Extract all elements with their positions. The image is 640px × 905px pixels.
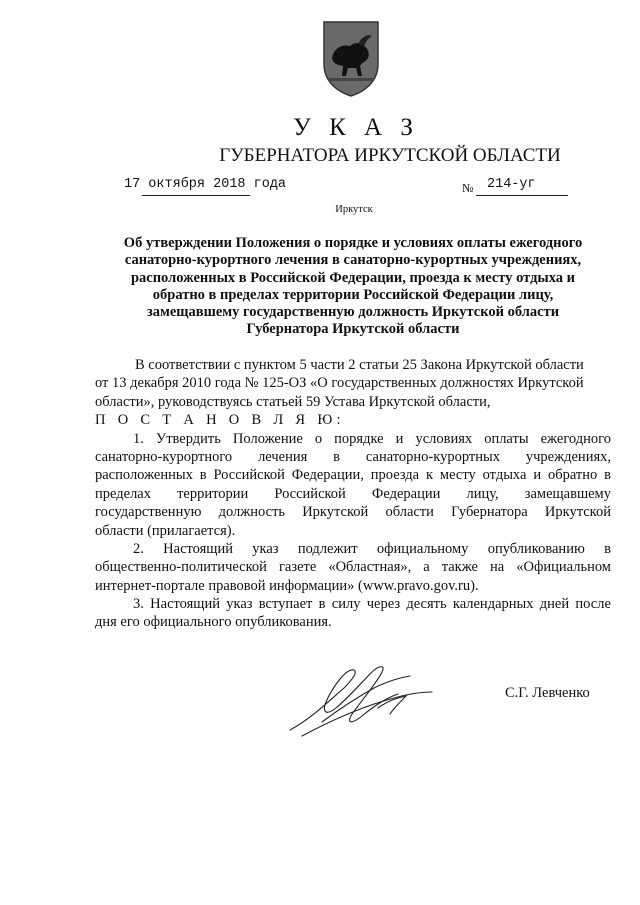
justified-line: [95, 448, 611, 466]
paragraph-1: [95, 430, 611, 540]
word: пределах: [95, 485, 151, 502]
heading-line: расположенных в Российской Федерации, проезда к месту отдыха и: [130, 269, 576, 286]
word: оплаты: [484, 430, 529, 447]
justified-line: [95, 540, 611, 558]
paragraph-2: [95, 540, 611, 595]
word: ежегодного: [540, 430, 611, 447]
intro-line: от 13 декабря 2010 года № 125-ОЗ «О государственных должностях Иркутской: [95, 375, 584, 392]
paragraph-last-line: интернет-портале правовой информации» (www.pravo.gov.ru).: [95, 577, 479, 594]
word: санаторно-курортных: [365, 448, 500, 465]
paragraph-3: [95, 595, 611, 632]
word: о: [314, 430, 323, 447]
document-type-title: У К А З: [293, 114, 419, 141]
word: территории: [177, 485, 249, 502]
decree-number: 214-уг: [487, 177, 536, 192]
word: газете: [278, 559, 317, 576]
date-underline: [142, 195, 250, 196]
decree-body: [95, 356, 611, 632]
city-label: Иркутск: [335, 204, 373, 215]
word: расположенных: [95, 467, 193, 484]
word: десять: [406, 596, 447, 613]
word: на: [490, 559, 505, 576]
word: проезда: [370, 467, 420, 484]
justified-line: [95, 595, 611, 613]
justified-line: [95, 503, 611, 521]
word: порядке: [334, 430, 384, 447]
word: через: [366, 596, 401, 613]
word: силу: [331, 596, 361, 613]
word: календарных: [452, 596, 534, 613]
word: и: [533, 467, 542, 484]
signer-name: С.Г. Левченко: [505, 685, 590, 701]
word: Утвердить: [155, 430, 221, 447]
heading-line: обратно в пределах территории Российской Федерации лицу,: [152, 286, 554, 303]
word: области: [385, 504, 434, 521]
word: и: [395, 430, 404, 447]
heading-line: Губернатора Иркутской области: [246, 321, 460, 338]
word: 1.: [133, 430, 144, 447]
word: лицу,: [466, 485, 499, 502]
word: условиях: [415, 430, 473, 447]
justified-line: [95, 485, 611, 503]
heading-line: Об утверждении Положения о порядке и условиях оплаты ежегодного: [123, 235, 583, 251]
word: Иркутской: [302, 504, 369, 521]
number-sign: №: [462, 181, 474, 195]
word: 3.: [133, 596, 144, 613]
word: замещавшему: [524, 485, 611, 502]
word: к: [426, 467, 434, 484]
word: в: [604, 467, 611, 484]
word: должность: [218, 504, 286, 521]
word: «Областная»,: [328, 559, 412, 576]
word: в: [333, 448, 341, 465]
word: Губернатора: [451, 504, 528, 521]
word: дней: [539, 596, 570, 613]
word: Федерации: [371, 485, 441, 502]
word: государственную: [95, 504, 202, 521]
word: Положение: [232, 430, 303, 447]
word: а: [423, 559, 430, 576]
intro-line: В соответствии с пунктом 5 части 2 статьи 25 Закона Иркутской области: [135, 357, 584, 373]
word: лечения: [258, 448, 308, 465]
word: официальному: [376, 540, 469, 557]
word: обратно: [547, 467, 598, 484]
justified-line: [95, 558, 611, 576]
decree-heading: [112, 235, 594, 339]
word: Настоящий: [150, 596, 220, 613]
word: отдыха: [482, 467, 527, 484]
heading-line: замещавшему государственную должность Иркутской области: [146, 304, 560, 321]
word: Российской: [274, 485, 346, 502]
word: месту: [439, 467, 476, 484]
handwritten-signature: [282, 658, 442, 740]
coat-of-arms-emblem: [318, 18, 384, 98]
decree-date: 17 октября 2018 года: [124, 177, 287, 192]
word: также: [441, 559, 478, 576]
intro-line: области», руководствуясь статьей 59 Устава Иркутской области,: [95, 393, 491, 410]
issuer-title: ГУБЕРНАТОРА ИРКУТСКОЙ ОБЛАСТИ: [219, 145, 561, 166]
heading-line: санаторно-курортного лечения в санаторно-курортных учреждениях,: [124, 252, 582, 269]
word: Федерации,: [291, 467, 364, 484]
word: в: [318, 596, 326, 613]
word: после: [575, 596, 611, 613]
number-underline: [476, 195, 568, 196]
decree-word: П О С Т А Н О В Л Я Ю:: [95, 412, 345, 429]
word: в: [604, 540, 611, 557]
word: вступает: [258, 596, 313, 613]
word: учреждениях,: [525, 448, 611, 465]
word: указ: [252, 540, 279, 557]
justified-line: [95, 466, 611, 484]
word: 2.: [133, 540, 144, 557]
word: «Официальном: [516, 559, 611, 576]
word: в: [199, 467, 207, 484]
word: общественно-политической: [95, 559, 267, 576]
justified-line: [95, 430, 611, 448]
word: Иркутской: [544, 504, 611, 521]
word: санаторно-курортного: [95, 448, 233, 465]
word: указ: [226, 596, 253, 613]
paragraph-last-line: области (прилагается).: [95, 522, 236, 539]
word: Настоящий: [163, 540, 233, 557]
word: опубликованию: [487, 540, 585, 557]
word: Российской: [213, 467, 285, 484]
word: подлежит: [297, 540, 358, 557]
paragraph-last-line: дня его официального опубликования.: [95, 614, 332, 631]
